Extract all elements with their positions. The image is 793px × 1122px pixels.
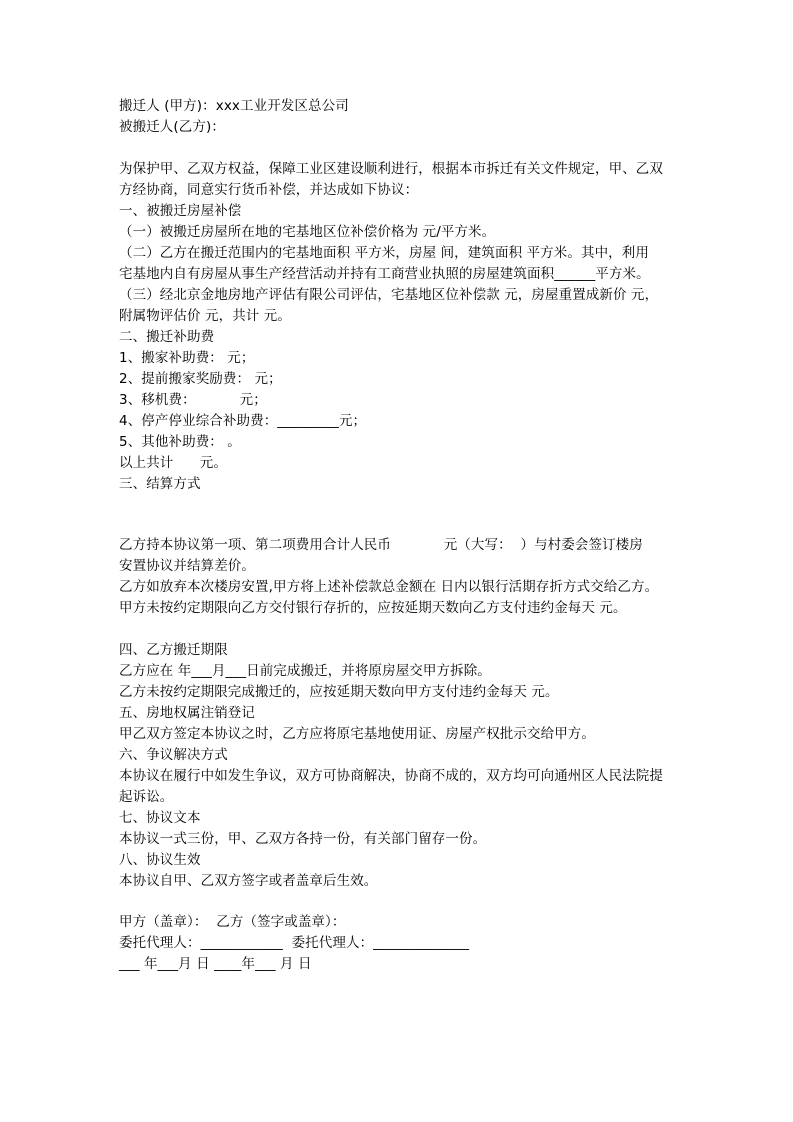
subsidy-item-1: 1、搬家补助费： 元； bbox=[119, 350, 255, 366]
subsidy-item-3: 3、移机费： 元； bbox=[119, 392, 267, 408]
subsidy-item-4: 4、停产停业综合补助费：_________元； bbox=[119, 413, 367, 429]
party-a-line: 搬迁人 (甲方)：xxx工业开发区总公司 bbox=[119, 98, 349, 114]
copies-line: 本协议一式三份，甲、乙双方各持一份，有关部门留存一份。 bbox=[119, 831, 487, 847]
deadline-line-1: 乙方应在 年___月___日前完成搬迁，并将原房屋交甲方拆除。 bbox=[119, 663, 491, 679]
effect-line: 本协议自甲、乙双方签字或者盖章后生效。 bbox=[119, 873, 378, 889]
dispute-line-2: 起诉讼。 bbox=[119, 789, 174, 805]
subsidy-item-5: 5、其他补助费： 。 bbox=[119, 434, 241, 450]
section-heading-6: 六、争议解决方式 bbox=[119, 747, 228, 763]
party-b-line: 被搬迁人(乙方)： bbox=[119, 119, 225, 135]
dispute-line-1: 本协议在履行中如发生争议，双方可协商解决，协商不成的，双方均可向通州区人民法院提 bbox=[119, 768, 663, 784]
registration-line: 甲乙双方签定本协议之时，乙方应将原宅基地使用证、房屋产权批示交给甲方。 bbox=[119, 726, 595, 742]
clause-1-1: （一）被搬迁房屋所在地的宅基地区位补偿价格为 元/平方米。 bbox=[119, 224, 496, 240]
section-heading-8: 八、协议生效 bbox=[119, 852, 201, 868]
clause-1-2-line-2: 宅基地内自有房屋从事生产经营活动并持有工商营业执照的房屋建筑面积______平方米。 bbox=[119, 266, 650, 282]
section-heading-7: 七、协议文本 bbox=[119, 810, 201, 826]
settlement-line-3: 乙方如放弃本次楼房安置,甲方将上述补偿款总金额在 日内以银行活期存折方式交给乙方。 bbox=[119, 579, 659, 595]
signature-parties: 甲方（盖章）： 乙方（签字或盖章）： bbox=[119, 914, 346, 930]
section-heading-2: 二、搬迁补助费 bbox=[119, 329, 215, 345]
signature-agents: 委托代理人：____________ 委托代理人：______________ bbox=[119, 935, 470, 951]
preamble-line-2: 方经协商，同意实行货币补偿，并达成如下协议： bbox=[119, 182, 419, 198]
settlement-line-2: 安置协议并结算差价。 bbox=[119, 558, 255, 574]
section-heading-3: 三、结算方式 bbox=[119, 476, 201, 492]
subsidy-total: 以上共计 元。 bbox=[119, 455, 227, 471]
clause-1-2-line-1: （二）乙方在搬迁范围内的宅基地面积 平方米，房屋 间，建筑面积 平方米。其中，利用 bbox=[119, 245, 649, 261]
preamble-line-1: 为保护甲、乙双方权益，保障工业区建设顺利进行，根据本市拆迁有关文件规定，甲、乙双 bbox=[119, 161, 663, 177]
clause-1-3-line-2: 附属物评估价 元，共计 元。 bbox=[119, 308, 291, 324]
subsidy-item-2: 2、提前搬家奖励费： 元； bbox=[119, 371, 282, 387]
section-heading-5: 五、房地权属注销登记 bbox=[119, 705, 255, 721]
signature-dates: ___ 年___月 日 ____年___ 月 日 bbox=[119, 956, 312, 972]
clause-1-3-line-1: （三）经北京金地房地产评估有限公司评估，宅基地区位补偿款 元，房屋重置成新价 元， bbox=[119, 287, 659, 303]
deadline-line-2: 乙方未按约定期限完成搬迁的，应按延期天数向甲方支付违约金每天 元。 bbox=[119, 684, 559, 700]
section-heading-1: 一、被搬迁房屋补偿 bbox=[119, 203, 242, 219]
settlement-line-1: 乙方持本协议第一项、第二项费用合计人民币 元（大写： ）与村委会签订楼房 bbox=[119, 537, 643, 553]
section-heading-4: 四、乙方搬迁期限 bbox=[119, 642, 228, 658]
settlement-line-4: 甲方未按约定期限向乙方交付银行存折的，应按延期天数向乙方支付违约金每天 元。 bbox=[119, 600, 627, 616]
